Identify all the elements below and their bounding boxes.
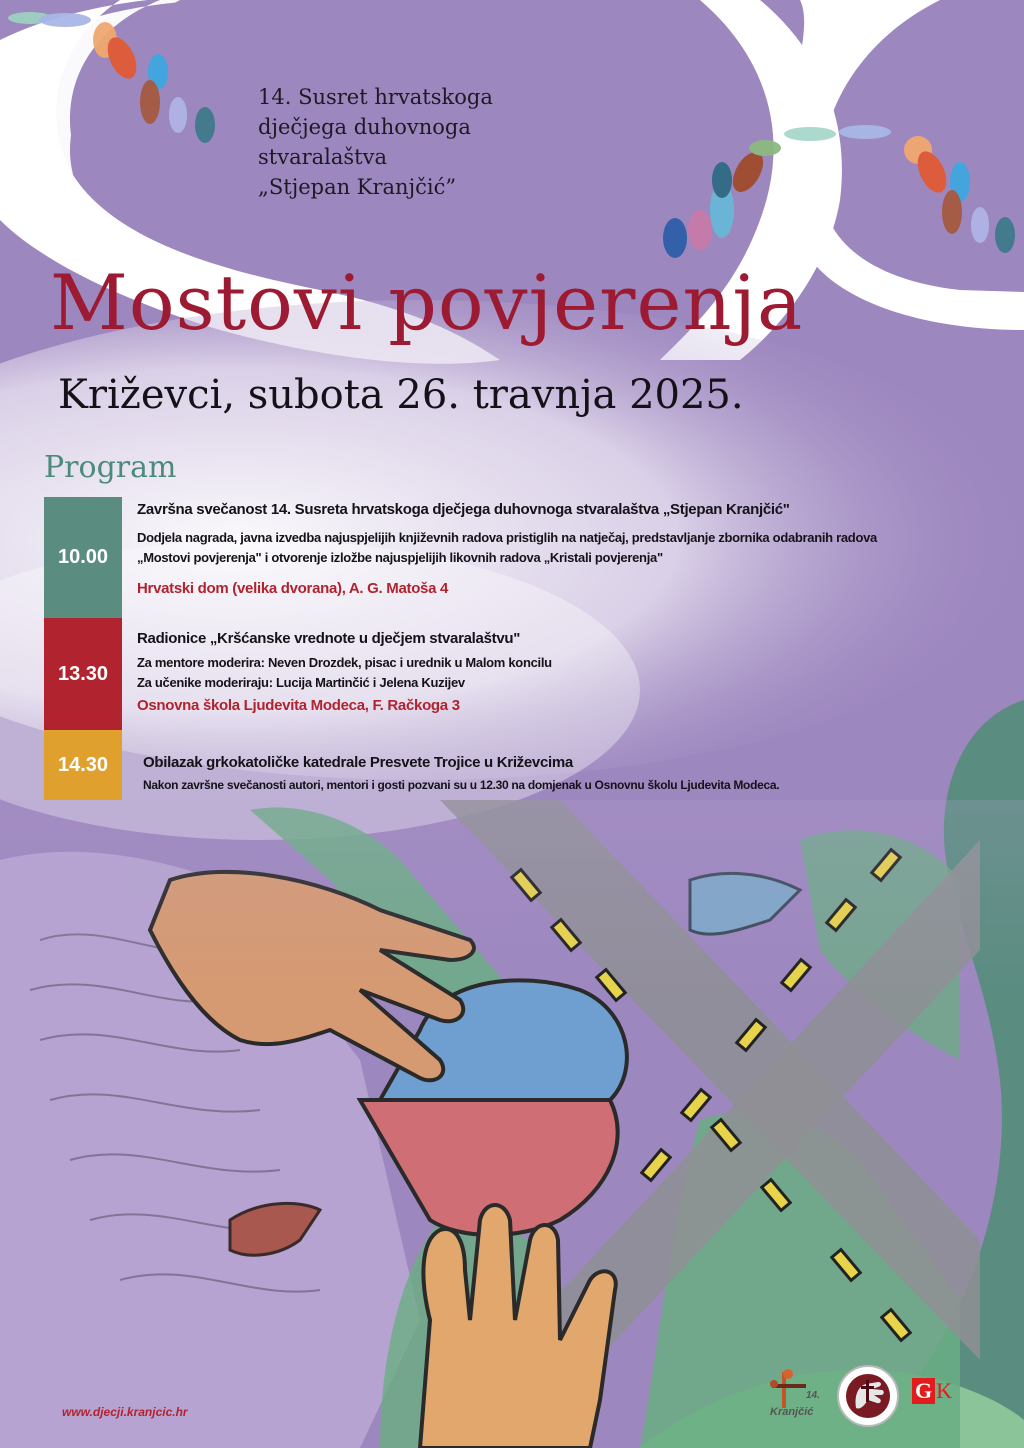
program-item-ceremony [137, 501, 877, 597]
people-chain-right-decoration [650, 110, 1024, 260]
event-note: Nakon završne svečanosti autori, mentori i gosti pozvani su u 12.30 na domjenak u Osnovnu školu Ljudevita Modeca. [143, 778, 780, 792]
event-title: Završna svečanost 14. Susreta hrvatskoga dječjega duhovnoga stvaralaštva „Stjepan Kranjčić" [137, 501, 790, 518]
event-detail: „Mostovi povjerenja" i otvorenje izložbe najuspjelijih likovnih radova „Kristali povjerenja" [137, 550, 663, 565]
kranjcic-logo [768, 1368, 828, 1418]
program-item-workshops [137, 630, 552, 714]
gk-logo-g: G [912, 1378, 935, 1404]
poster-title: Mostovi povjerenja [50, 258, 804, 347]
event-date-location: Križevci, subota 26. travnja 2025. [58, 372, 744, 418]
cross-hand-icon [768, 1368, 808, 1410]
event-subtitle [258, 82, 493, 202]
event-location: Hrvatski dom (velika dvorana), A. G. Matoša 4 [137, 580, 449, 597]
event-detail: Dodjela nagrada, javna izvedba najuspjelijih književnih radova pristiglih na natječaj, predstavljanje zbornika odabranih radova [137, 530, 877, 545]
time-block-10-00 [44, 497, 122, 618]
program-heading: Program [44, 450, 177, 485]
event-title: Obilazak grkokatoličke katedrale Presvete Trojice u Križevcima [143, 754, 573, 771]
hand-cross-emblem-icon [836, 1364, 900, 1428]
logo-number: 14. [806, 1390, 820, 1401]
circle-hand-logo [836, 1364, 900, 1432]
people-chain-left-decoration [0, 0, 240, 160]
time-block-14-30 [44, 730, 122, 800]
gk-logo [912, 1378, 952, 1404]
event-location: Osnovna škola Ljudevita Modeca, F. Račkoga 3 [137, 697, 460, 714]
hands-heart-illustration [0, 800, 1024, 1448]
program-item-cathedral-tour [143, 754, 779, 795]
logo-name: Kranjčić [770, 1406, 814, 1418]
event-title: Radionice „Kršćanske vrednote u dječjem stvaralaštvu" [137, 630, 521, 647]
event-detail: Za učenike moderiraju: Lucija Martinčić i Jelena Kuzijev [137, 675, 465, 690]
subtitle-line: stvaralaštva [258, 145, 387, 169]
time-label: 13.30 [57, 662, 109, 685]
time-block-13-30 [44, 618, 122, 730]
time-label: 10.00 [57, 546, 109, 568]
subtitle-line: 14. Susret hrvatskoga [258, 85, 493, 109]
gk-logo-k: K [936, 1378, 953, 1403]
time-label: 14.30 [57, 753, 109, 776]
subtitle-line: „Stjepan Kranjčić” [258, 175, 457, 199]
website-link[interactable]: www.djecji.kranjcic.hr [62, 1405, 188, 1419]
event-detail: Za mentore moderira: Neven Drozdek, pisac i urednik u Malom koncilu [137, 655, 552, 670]
subtitle-line: dječjega duhovnoga [258, 115, 471, 139]
